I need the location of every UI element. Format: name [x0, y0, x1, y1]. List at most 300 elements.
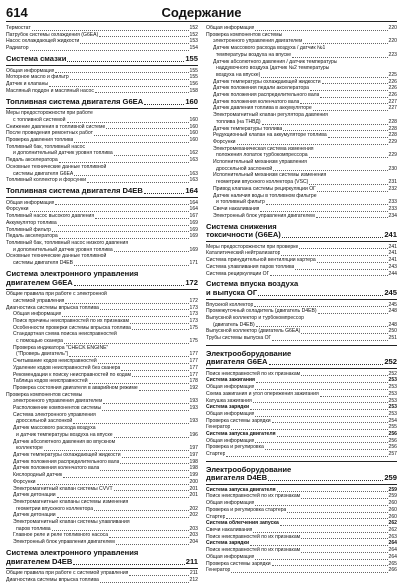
toc-page-number: 263	[388, 533, 397, 540]
dot-leader	[114, 490, 189, 491]
toc-page-number: 164	[189, 206, 198, 213]
toc-entry-title: Основные технические данные топливной	[6, 163, 107, 170]
toc-entry-title: Поиск неисправностей по их признакам	[206, 493, 301, 500]
toc-entry-title: Электромагнитные клапаны системы изменения	[13, 498, 129, 505]
toc-page-number: 160	[185, 96, 198, 106]
toc-page-number: 253	[388, 377, 397, 384]
section-underline	[6, 108, 198, 109]
dot-leader	[67, 122, 189, 123]
toc-entry-title: Схема зажигания и угол опережения зажигания	[206, 390, 319, 397]
dot-leader	[57, 517, 189, 518]
toc-entry-title: Общая информация	[206, 437, 255, 444]
toc-entry-title: Датчик наличия воды в топливном фильтре	[213, 192, 317, 199]
toc-page-number: 229	[388, 138, 397, 145]
toc-page-number: 233	[388, 199, 397, 206]
toc-entry-title: Стартер	[206, 513, 226, 520]
toc-entry	[6, 177, 198, 184]
toc-entry-title: электронного управления двигателем	[213, 38, 303, 45]
toc-entry-title: Система запуска двигателя	[206, 431, 276, 438]
toc-page-number: 192	[189, 384, 198, 391]
toc-entry	[206, 561, 397, 568]
dot-leader	[258, 295, 383, 296]
toc-entry	[6, 298, 198, 305]
toc-entry-title: Расположение компонентов системы	[13, 405, 102, 412]
toc-entry-title: Промежуточный охладитель (двигатель D4EB)	[206, 308, 317, 315]
toc-entry	[6, 74, 198, 81]
toc-entry	[6, 240, 198, 247]
toc-entry-title: Электрооборудование	[206, 464, 292, 474]
toc-entry	[6, 365, 198, 372]
toc-entry	[6, 418, 198, 425]
dot-leader	[295, 269, 387, 270]
dot-leader	[231, 572, 387, 573]
dot-leader	[255, 505, 387, 506]
section-underline	[6, 65, 198, 66]
dot-leader	[255, 416, 387, 417]
toc-entry-title: Поиск неисправностей по их признакам	[206, 533, 301, 540]
section-divider	[206, 345, 397, 346]
toc-entry	[206, 152, 397, 159]
toc-entry-title: Радиатор	[6, 45, 29, 52]
toc-entry-title: Датчик детонации	[13, 512, 56, 519]
toc-entry	[206, 213, 397, 220]
dot-leader	[121, 370, 188, 371]
toc-entry	[206, 119, 397, 126]
dot-leader	[282, 237, 383, 238]
toc-entry	[6, 200, 198, 207]
toc-page-number: 171	[189, 260, 198, 267]
toc-page-number: 260	[388, 500, 397, 507]
dot-leader	[100, 582, 189, 583]
toc-entry	[6, 465, 198, 472]
toc-entry	[206, 520, 397, 527]
toc-entry-title: Датчик давления топлива в аккумуляторе	[213, 105, 312, 112]
toc-entry-title: Система электронного управления	[6, 268, 139, 278]
toc-page-number: 175	[189, 338, 198, 345]
dot-leader	[255, 442, 387, 443]
toc-section-heading	[6, 187, 198, 196]
dot-leader	[256, 382, 387, 383]
dot-leader	[260, 211, 387, 212]
toc-entry-title: Система принудительной вентиляции картера	[206, 257, 316, 264]
toc-entry-title: системы двигателя G6EA	[13, 170, 74, 177]
toc-page-number: 226	[388, 78, 397, 85]
toc-entry-title: двигателя D4EB	[206, 473, 268, 483]
toc-entry-title: паров топлива	[16, 525, 51, 532]
toc-entry-title: Проверка индикатора "CHECK ENGINE"	[13, 344, 109, 351]
dot-leader	[64, 343, 188, 344]
dot-leader	[94, 135, 189, 136]
toc-entry-title: Снижение давления в топливной системе	[6, 123, 106, 130]
toc-entry	[206, 328, 397, 335]
toc-entry	[6, 291, 198, 298]
toc-entry	[6, 117, 198, 124]
toc-entry	[6, 260, 198, 267]
toc-entry	[6, 68, 198, 75]
toc-entry	[206, 534, 397, 541]
toc-entry-title: двигателя G6EA	[206, 357, 268, 367]
toc-entry-title: и дополнительный датчик уровня топлива	[13, 246, 113, 253]
toc-page-number: 156	[189, 81, 198, 87]
toc-page-number: 253	[388, 397, 397, 404]
toc-page-number: 167	[189, 213, 198, 220]
dot-leader	[272, 422, 388, 423]
toc-page-number: 262	[388, 520, 397, 527]
toc-entry	[206, 38, 397, 45]
toc-entry	[6, 124, 198, 131]
section-underline	[206, 368, 397, 369]
toc-entry-title: и топливный фильтр	[216, 199, 265, 206]
toc-entry-title: Датчик абсолютного давления / датчик температуры	[213, 58, 338, 65]
toc-entry	[206, 431, 397, 438]
toc-page-number: 201	[189, 485, 198, 492]
toc-entry-title: Система впуска воздуха	[206, 279, 299, 289]
toc-entry	[206, 257, 397, 264]
toc-entry	[206, 105, 397, 112]
dot-leader	[59, 238, 189, 239]
toc-entry	[206, 418, 397, 425]
toc-entry	[206, 384, 397, 391]
dot-leader	[63, 477, 188, 478]
toc-entry	[6, 253, 198, 260]
toc-page-number: 177	[189, 371, 198, 378]
toc-page-number: 163	[189, 157, 198, 164]
toc-page-number: 243	[388, 263, 397, 270]
dot-leader	[300, 103, 387, 104]
toc-entry	[206, 79, 397, 86]
toc-entry-title: Кислородный датчик	[13, 472, 63, 479]
toc-entry-title: Общая информация	[206, 410, 255, 417]
toc-page-number: 264	[388, 553, 397, 560]
toc-page-number: 169	[189, 219, 198, 226]
toc-entry-title: Проверка системы зарядки	[206, 560, 271, 567]
toc-page-number: 169	[189, 226, 198, 233]
toc-page-number: 175	[189, 324, 198, 331]
toc-entry-title: Общая информация	[6, 67, 55, 74]
toc-entry-title: Педаль акселератора	[6, 157, 58, 164]
toc-entry	[206, 172, 397, 179]
toc-entry-title: Общая информация	[6, 199, 55, 206]
toc-entry	[6, 32, 198, 39]
toc-entry	[206, 264, 397, 271]
toc-entry-title: положения лопаток турбокомпрессора	[216, 152, 308, 159]
toc-entry	[6, 425, 198, 432]
toc-entry	[6, 331, 198, 338]
toc-entry-title: Датчик массового расхода воздуха	[13, 425, 96, 432]
toc-page-number: 173	[189, 317, 198, 324]
section-underline	[206, 299, 397, 300]
toc-entry	[6, 25, 198, 32]
toc-entry-title: Аккумулятор топлива	[6, 219, 57, 226]
dot-leader	[261, 77, 387, 78]
toc-page-number: 227	[388, 105, 397, 112]
toc-entry-title: Удаление кодов неисправностей без сканера	[13, 364, 121, 371]
toc-entry	[6, 137, 198, 144]
toc-page-number: 177	[189, 364, 198, 371]
toc-entry-title: Топливная система двигателя D4EB	[6, 186, 143, 196]
toc-page-number: 197	[189, 445, 198, 452]
toc-entry	[6, 405, 198, 412]
toc-entry	[6, 164, 198, 171]
toc-entry-title: Система электронного управления	[6, 548, 139, 558]
dot-leader	[301, 375, 387, 376]
toc-section-heading	[6, 558, 198, 567]
toc-entry	[6, 325, 198, 332]
toc-entry-title: геометрии впускного коллектора (VSC)	[216, 179, 309, 186]
toc-entry-title: Проверка системы зарядки	[206, 417, 271, 424]
toc-entry-title: Система облегчения запуска	[206, 520, 279, 527]
dot-leader	[94, 510, 188, 511]
toc-page-number: 229	[388, 152, 397, 159]
dot-leader	[270, 275, 387, 276]
toc-page-number: 227	[388, 98, 397, 105]
toc-entry-title: воздуха на впуске)	[216, 71, 261, 78]
section-divider	[206, 461, 397, 462]
toc-entry	[206, 527, 397, 534]
page-number: 614	[6, 5, 28, 20]
toc-section-heading	[206, 474, 397, 483]
toc-page-number: 259	[388, 486, 397, 493]
section-underline	[6, 197, 198, 198]
toc-entry-title: с топливной системой	[13, 116, 66, 123]
toc-entry-title: Датчик массового расхода воздуха / датчик №1	[213, 45, 326, 52]
toc-page-number: 248	[388, 321, 397, 328]
page-title: Содержание	[161, 5, 242, 20]
toc-entry-title: Катушка зажигания	[206, 397, 252, 404]
toc-entry	[206, 244, 397, 251]
toc-page-number: 260	[388, 513, 397, 520]
toc-entry	[206, 322, 397, 329]
toc-page-number: 164	[185, 186, 198, 196]
dot-leader	[255, 30, 387, 31]
toc-entry-title: Система запуска двигателя	[206, 486, 276, 493]
toc-entry	[6, 213, 198, 220]
dot-leader	[226, 456, 387, 457]
toc-entry	[206, 132, 397, 139]
toc-entry-title: Каталитический нейтрализатор	[206, 250, 281, 257]
toc-entry	[206, 193, 397, 200]
dot-leader	[49, 86, 188, 87]
toc-entry-title: Свечи накаливания	[213, 205, 260, 212]
dot-leader	[37, 484, 189, 485]
toc-entry-title: Топливный фильтр	[6, 226, 51, 233]
dot-leader	[320, 396, 388, 397]
toc-page-number: 160	[189, 130, 198, 137]
toc-entry-title: Свечи накаливания	[206, 526, 253, 533]
toc-entry	[206, 377, 397, 384]
dot-leader	[70, 79, 189, 80]
toc-page-number: 253	[388, 410, 397, 417]
toc-entry-title: Датчик детонации	[13, 492, 56, 499]
dot-leader	[273, 170, 387, 171]
toc-entry-title: Электромагнитный клапан системы улавливания	[13, 519, 130, 526]
toc-entry-title: Система снижения	[206, 221, 277, 231]
toc-page-number: 169	[189, 233, 198, 240]
toc-entry-title: Топливный коллектор и форсунки	[6, 177, 87, 184]
toc-entry-title: Стартер	[206, 451, 226, 458]
dot-leader	[132, 329, 189, 330]
dot-leader	[122, 457, 189, 458]
dot-leader	[301, 498, 387, 499]
toc-entry-title: Общая информация	[206, 25, 255, 31]
toc-entry-title: Проверка состояния двигателя в аварийном режиме	[13, 384, 138, 391]
toc-entry-title: Датчик температуры охлаждающей жидкости	[213, 78, 321, 85]
toc-entry-title: Выпускной коллектор (двигатель G6EA)	[206, 328, 301, 335]
toc-entry	[6, 526, 198, 533]
dot-leader	[250, 545, 387, 546]
toc-page-number: 152	[189, 31, 198, 38]
toc-entry	[206, 391, 397, 398]
dot-leader	[102, 410, 188, 411]
toc-left-column	[6, 25, 198, 584]
dot-leader	[301, 552, 387, 553]
toc-page-number: 256	[388, 444, 397, 451]
toc-entry-title: Меры предосторожности при работе	[6, 110, 93, 117]
dot-leader	[114, 437, 189, 438]
toc-entry-title: Поиск неисправностей по их признакам	[206, 547, 301, 554]
dot-leader	[30, 211, 189, 212]
dot-leader	[74, 175, 188, 176]
toc-entry	[6, 338, 198, 345]
toc-entry-title: дроссельной заслонкой	[16, 418, 73, 425]
toc-page-number: 164	[189, 199, 198, 206]
toc-entry-title: Топливный насос высокого давления	[6, 213, 95, 220]
dot-leader	[129, 575, 188, 576]
toc-entry	[6, 247, 198, 254]
toc-entry-title: Форсунки	[13, 478, 36, 485]
page-header	[6, 5, 397, 22]
toc-entry	[6, 351, 198, 358]
toc-entry	[6, 577, 198, 584]
toc-page-number: 163	[189, 170, 198, 177]
toc-entry-title: Трубы системы выпуска ОГ	[206, 335, 272, 342]
toc-entry	[6, 492, 198, 499]
toc-entry	[206, 507, 397, 514]
toc-entry	[6, 45, 198, 52]
toc-entry-title: Датчик положения педали акселератора	[213, 85, 309, 92]
toc-entry-title: Патрубок системы охлаждения (G6EA)	[6, 31, 99, 38]
toc-entry	[6, 539, 198, 546]
toc-entry-title: Система зажигания	[206, 377, 256, 384]
toc-entry	[6, 479, 198, 486]
toc-entry	[6, 445, 198, 452]
toc-page-number: 155	[189, 74, 198, 81]
toc-page-number: 253	[388, 390, 397, 397]
toc-entry-title: ("Проверь двигатель")	[16, 351, 69, 358]
toc-page-number: 256	[388, 437, 397, 444]
toc-page-number: 233	[388, 205, 397, 212]
toc-page-number: 264	[388, 547, 397, 554]
toc-page-number: 153	[189, 38, 198, 45]
toc-entry-title: Стандартная схема поиска неисправностей	[13, 331, 117, 338]
dot-leader	[57, 497, 189, 498]
toc-page-number: 226	[388, 92, 397, 99]
toc-page-number: 173	[189, 304, 198, 311]
toc-entry-title: Датчик положения коленчатого вала	[213, 98, 300, 105]
dot-leader	[106, 128, 188, 129]
toc-entry-title: Общие правила при работе с системой управления	[6, 570, 129, 577]
dot-leader	[132, 376, 188, 377]
dot-leader	[309, 184, 387, 185]
dot-leader	[272, 565, 388, 566]
toc-page-number: 252	[388, 370, 397, 377]
toc-entry-title: Привод клапана системы рециркуляции ОГ	[213, 185, 316, 192]
toc-entry-title: Электромеханическая система изменения	[213, 145, 314, 152]
toc-entry-title: Исполнительный механизм управления	[213, 159, 307, 166]
dot-leader	[253, 532, 387, 533]
toc-right-column	[206, 25, 397, 574]
toc-entry	[206, 85, 397, 92]
dot-leader	[256, 326, 388, 327]
toc-page-number: 172	[185, 277, 198, 287]
dot-leader	[253, 402, 388, 403]
toc-page-number: 198	[189, 458, 198, 465]
toc-entry	[206, 45, 397, 52]
toc-entry-title: Диагностика системы впрыска топлива	[6, 576, 99, 583]
toc-entry	[6, 227, 198, 234]
toc-entry	[6, 144, 198, 151]
toc-entry	[206, 424, 397, 431]
toc-entry	[206, 72, 397, 79]
toc-entry-title: Датчик положения коленчатого вала	[13, 465, 100, 472]
toc-entry-title: и дополнительный датчик уровня топлива	[13, 150, 113, 157]
toc-entry-title: Проверка и регулировка стартера	[206, 506, 287, 513]
toc-entry	[6, 472, 198, 479]
dot-leader	[269, 364, 384, 365]
toc-entry	[6, 130, 198, 137]
toc-entry	[206, 500, 397, 507]
toc-entry-title: Проверка давления топлива	[6, 137, 74, 143]
toc-page-number: 203	[189, 525, 198, 532]
toc-entry-title: Впускной коллектор	[206, 301, 254, 308]
toc-entry-title: После проведения ремонтных работ	[6, 130, 93, 137]
toc-entry-title: топлива (на ТНВД)	[216, 118, 261, 125]
dot-leader	[231, 429, 387, 430]
toc-page-number: 193	[189, 418, 198, 425]
dot-leader	[55, 204, 188, 205]
toc-page-number: 154	[189, 45, 198, 52]
toc-entry-title: электронного управления двигателем	[13, 398, 103, 405]
toc-entry-title: Электромагнитный клапан регулятора давления	[213, 112, 328, 119]
toc-entry	[6, 206, 198, 213]
dot-leader	[73, 564, 184, 565]
toc-page-number: 158	[189, 87, 198, 94]
toc-page-number: 203	[189, 532, 198, 539]
toc-page-number: 252	[384, 357, 397, 367]
toc-entry-title: Масляный поддон и масляный насос	[6, 87, 94, 94]
toc-page-number: 160	[189, 137, 198, 143]
toc-page-number: 265	[388, 560, 397, 567]
toc-entry-title: Считывание кодов неисправностей	[13, 358, 97, 365]
toc-page-number: 177	[189, 351, 198, 358]
toc-entry	[206, 335, 397, 342]
toc-entry	[6, 171, 198, 178]
toc-page-number: 264	[388, 540, 397, 547]
toc-entry-title: Форсунки	[6, 206, 29, 213]
toc-page-number: 245	[388, 301, 397, 308]
toc-entry	[206, 487, 397, 494]
toc-entry	[6, 385, 198, 392]
toc-entry	[206, 99, 397, 106]
toc-entry-title: Редукционный клапан на аккумуляторе топлива	[213, 132, 327, 139]
toc-page-number: 241	[388, 250, 397, 257]
dot-leader	[74, 285, 185, 286]
dot-leader	[89, 383, 189, 384]
dot-leader	[250, 409, 387, 410]
toc-page-number: 251	[388, 335, 397, 342]
toc-page-number: 232	[388, 185, 397, 192]
dot-leader	[30, 50, 189, 51]
